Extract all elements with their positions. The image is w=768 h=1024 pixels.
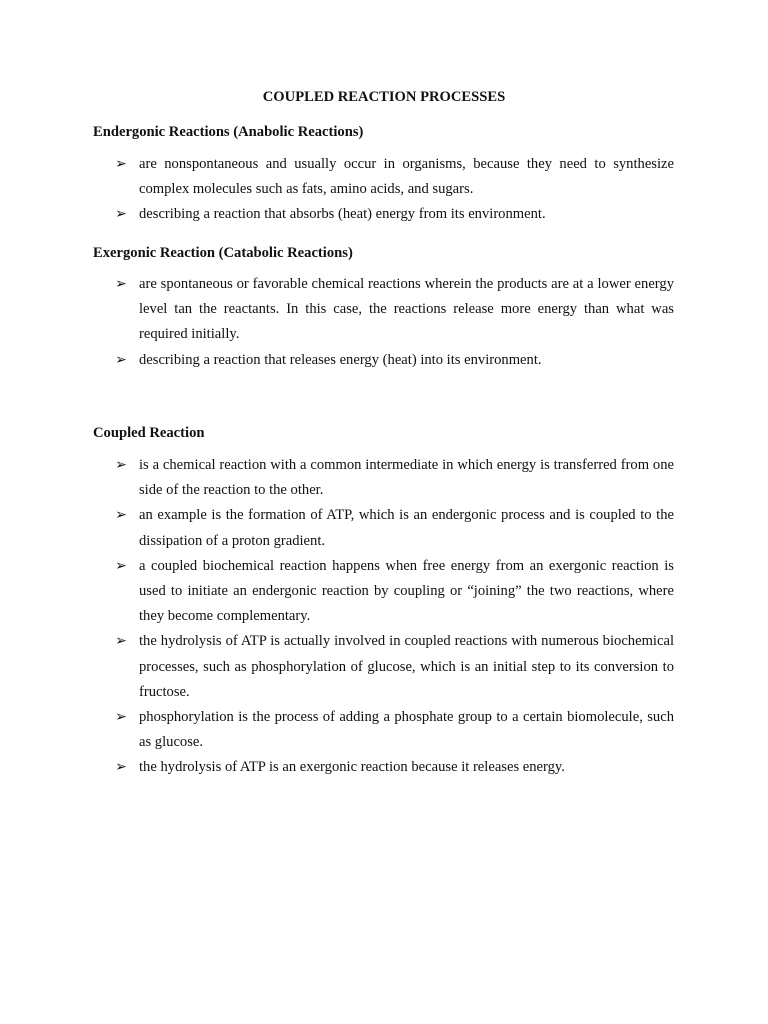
list-item xyxy=(93,453,674,503)
bullet-list-coupled xyxy=(93,453,674,781)
list-item xyxy=(93,152,674,202)
list-item-text: a coupled biochemical reaction happens when free energy from an exergonic reaction is used to initiate an endergonic reaction by coupling or “joining” the two reactions, where they become complementary. xyxy=(139,557,674,625)
document-title: COUPLED REACTION PROCESSES xyxy=(262,89,506,105)
list-item-text: describing a reaction that releases energy (heat) into its environment. xyxy=(139,351,542,368)
list-item xyxy=(93,629,674,705)
arrow-bullet-icon: ➢ xyxy=(115,157,127,172)
list-item xyxy=(93,554,674,630)
list-item-text: is a chemical reaction with a common intermediate in which energy is transferred from one side of the reaction to the other. xyxy=(139,457,674,499)
bullet-list-exergonic xyxy=(93,272,674,373)
list-item xyxy=(93,272,674,348)
list-item-text: phosphorylation is the process of adding a phosphate group to a certain biomolecule, such as glucose. xyxy=(139,709,674,751)
list-item xyxy=(93,503,674,553)
section-heading-exergonic: Exergonic Reaction (Catabolic Reactions) xyxy=(93,245,353,261)
list-item xyxy=(93,755,674,780)
arrow-bullet-icon: ➢ xyxy=(115,207,127,223)
arrow-bullet-icon: ➢ xyxy=(115,710,127,726)
arrow-bullet-icon: ➢ xyxy=(115,352,127,368)
arrow-bullet-icon: ➢ xyxy=(115,634,127,650)
arrow-bullet-icon: ➢ xyxy=(115,508,127,524)
list-item-text: are nonspontaneous and usually occur in organisms, because they need to synthesize complex molecules such as fats, amino acids, and sugars. xyxy=(139,156,674,198)
list-item xyxy=(93,202,674,227)
bullet-list-endergonic xyxy=(93,152,674,228)
list-item-text: describing a reaction that absorbs (heat) energy from its environment. xyxy=(139,206,546,223)
list-item xyxy=(93,348,674,373)
list-item-text: an example is the formation of ATP, which is an endergonic process and is coupled to the dissipation of a proton gradient. xyxy=(139,507,674,549)
list-item xyxy=(93,705,674,755)
arrow-bullet-icon: ➢ xyxy=(115,277,127,292)
list-item-text: the hydrolysis of ATP is an exergonic reaction because it releases energy. xyxy=(139,759,565,776)
arrow-bullet-icon: ➢ xyxy=(115,458,127,473)
list-item-text: the hydrolysis of ATP is actually involved in coupled reactions with numerous biochemical processes, such as phosphorylation of glucose, which is an initial step to its conversion to fructose. xyxy=(139,633,674,700)
section-heading-coupled: Coupled Reaction xyxy=(93,425,205,441)
list-item-text: are spontaneous or favorable chemical reactions wherein the products are at a lower energy level tan the reactants. In this case, the reactions release more energy than what was required initially. xyxy=(139,276,674,343)
arrow-bullet-icon: ➢ xyxy=(115,558,127,574)
section-heading-endergonic: Endergonic Reactions (Anabolic Reactions) xyxy=(93,124,364,140)
arrow-bullet-icon: ➢ xyxy=(115,760,127,776)
